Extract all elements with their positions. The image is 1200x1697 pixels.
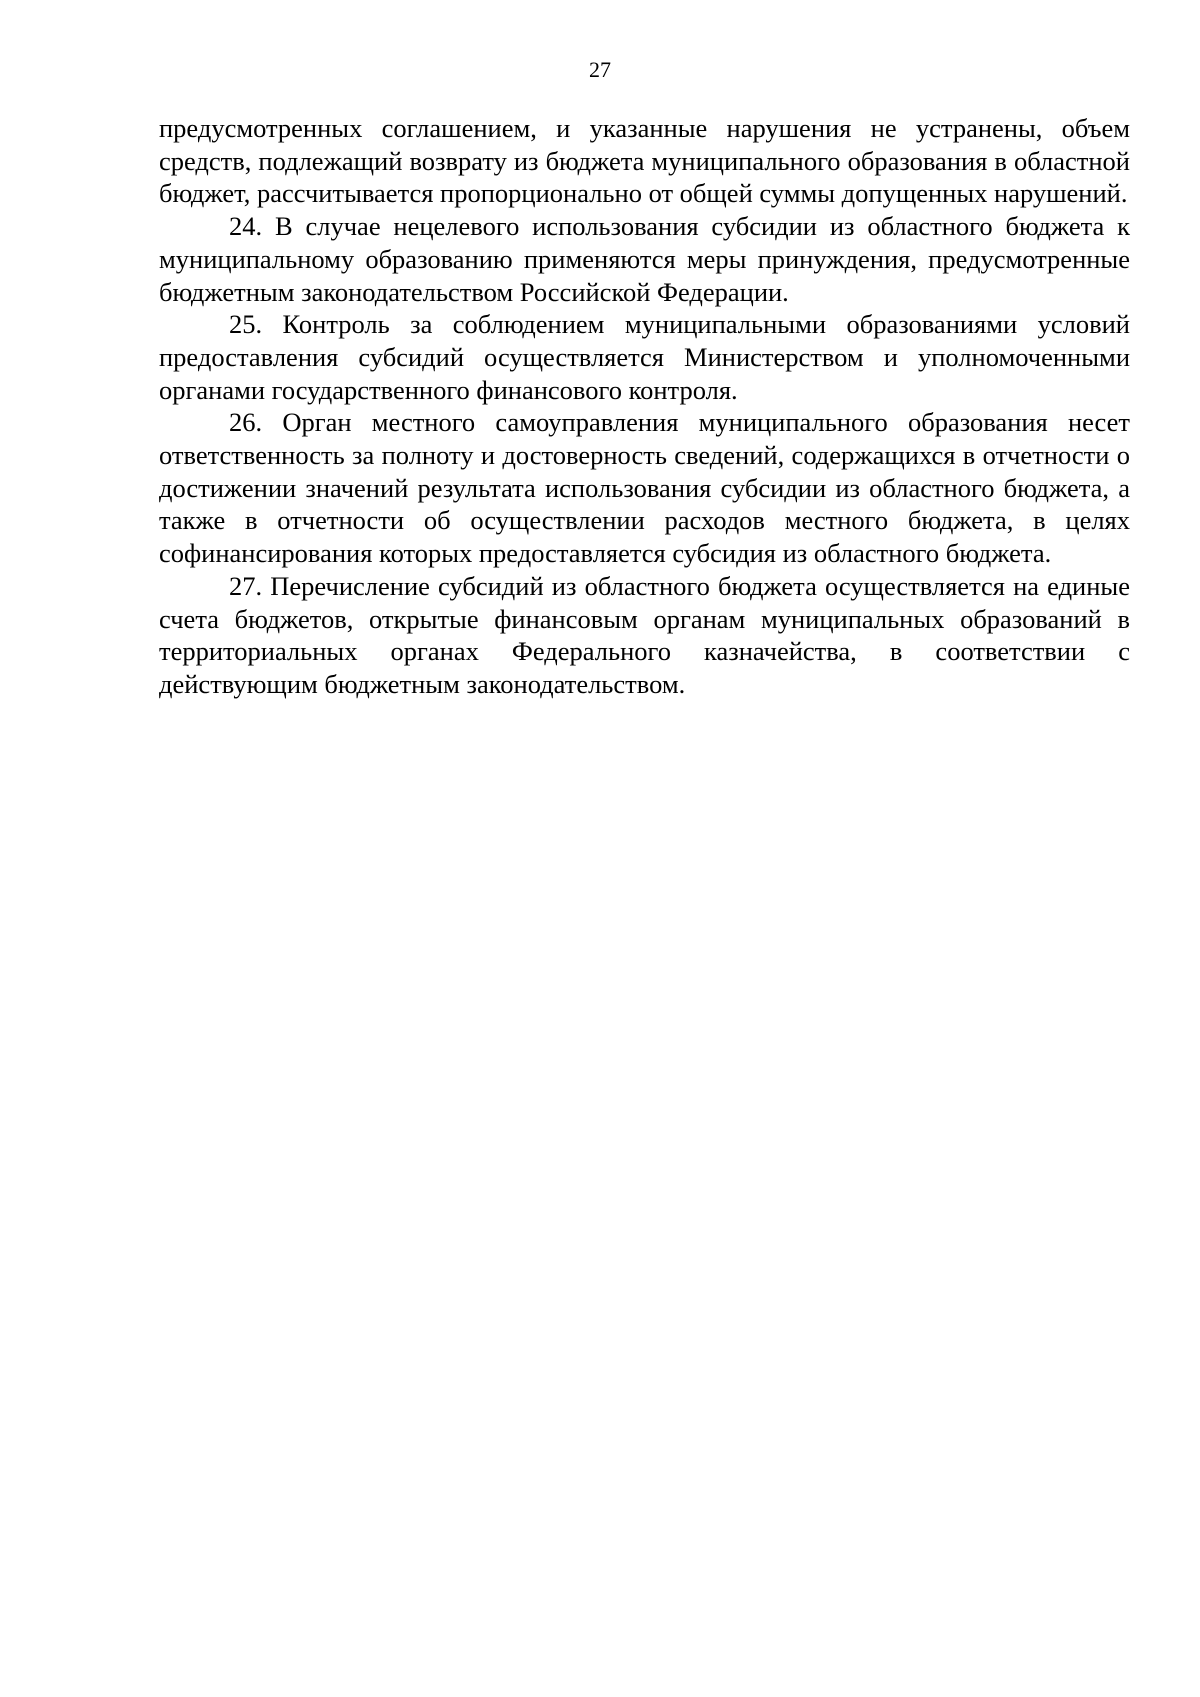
paragraph-24: 24. В случае нецелевого использования субсидии из областного бюджета к муниципальному образованию применяются меры принуждения, предусмотренные бюджетным законодательством Российской Федерации. <box>159 211 1130 307</box>
document-body <box>159 112 1130 701</box>
paragraph-27: 27. Перечисление субсидий из областного бюджета осуществляется на единые счета бюджетов, открытые финансовым органам муниципальных образований в территориальных органах Федерального казначейства, в соответствии с действующим бюджетным законодательством. <box>159 570 1130 699</box>
paragraph-25: 25. Контроль за соблюдением муниципальными образованиями условий предоставления субсидий осуществляется Министерством и уполномоченными органами государственного финансового контроля. <box>159 309 1130 405</box>
page-number: 27 <box>589 57 611 82</box>
paragraph-continuation: предусмотренных соглашением, и указанные нарушения не устранены, объем средств, подлежащий возврату из бюджета муниципального образования в областной бюджет, рассчитывается пропорционально от общей суммы допущенных нарушений. <box>159 113 1130 209</box>
paragraph-26: 26. Орган местного самоуправления муниципального образования несет ответственность за полноту и достоверность сведений, содержащихся в отчетности о достижении значений результата использования субсидии из областного бюджета, а также в отчетности об осуществлении расходов местного бюджета, в целях софинансирования которых предоставляется субсидия из областного бюджета. <box>159 407 1130 569</box>
